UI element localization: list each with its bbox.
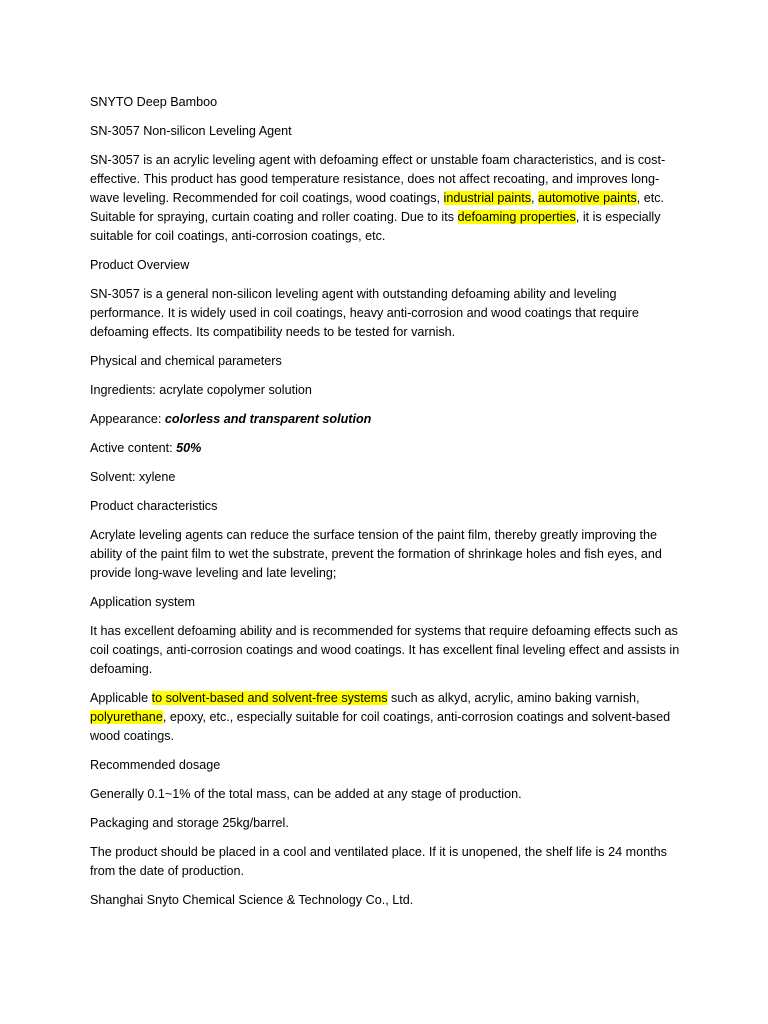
document-page: [90, 93, 680, 920]
appearance-label: Appearance:: [90, 412, 165, 426]
overview-heading: Product Overview: [90, 258, 190, 272]
highlight-solvent-systems: to solvent-based and solvent-free systems: [151, 691, 388, 705]
appearance-value: colorless and transparent solution: [164, 412, 372, 426]
appearance-line: [90, 410, 680, 429]
params-heading: Physical and chemical parameters: [90, 354, 282, 368]
highlight-defoaming-properties: defoaming properties: [457, 210, 576, 224]
application-paragraph: It has excellent defoaming ability and is recommended for systems that require defoaming effects such as coil coatings, anti-corrosion coatings and wood coatings. It has excellent final leveling effect and assists in defoaming.: [90, 624, 680, 676]
application-heading: Application system: [90, 595, 195, 609]
applicable-text-1: Applicable: [90, 691, 152, 705]
intro-text-3: , it is especially suitable for coil coatings, anti-corrosion coatings, etc.: [90, 210, 661, 243]
dosage-heading: Recommended dosage: [90, 758, 221, 772]
applicable-text-3: , epoxy, etc., especially suitable for coil coatings, anti-corrosion coatings and solvent-based wood coatings.: [90, 710, 671, 743]
intro-paragraph: [90, 151, 680, 246]
storage-paragraph: The product should be placed in a cool and ventilated place. If it is unopened, the shelf life is 24 months from the date of production.: [90, 845, 667, 878]
active-content-line: [90, 439, 680, 458]
applicable-text-2: such as alkyd, acrylic, amino baking varnish,: [387, 691, 640, 705]
characteristics-heading: Product characteristics: [90, 499, 218, 513]
applicable-paragraph: [90, 689, 680, 746]
footer-company: Shanghai Snyto Chemical Science & Technology Co., Ltd.: [90, 893, 414, 907]
highlight-polyurethane: polyurethane: [90, 710, 163, 724]
active-content-label: Active content:: [90, 441, 177, 455]
solvent-line: Solvent: xylene: [90, 470, 176, 484]
characteristics-paragraph: Acrylate leveling agents can reduce the surface tension of the paint film, thereby greatly improving the ability of the paint film to wet the substrate, prevent the formation of shrinkage holes and fish eyes, and provide long-wave leveling and late leveling;: [90, 528, 662, 580]
highlight-industrial-paints: industrial paints: [443, 191, 532, 205]
overview-paragraph: SN-3057 is a general non-silicon leveling agent with outstanding defoaming ability and leveling performance. It is widely used in coil coatings, heavy anti-corrosion and wood coatings that require defoaming effects. Its compatibility needs to be tested for varnish.: [90, 287, 639, 339]
dosage-paragraph: Generally 0.1~1% of the total mass, can be added at any stage of production.: [90, 787, 522, 801]
product-title: SN-3057 Non-silicon Leveling Agent: [90, 124, 292, 138]
intro-separator: ,: [531, 191, 539, 205]
intro-text-2: , etc. Suitable for spraying, curtain coating and roller coating. Due to its: [90, 191, 665, 224]
intro-text-1: SN-3057 is an acrylic leveling agent with defoaming effect or unstable foam characteristics, and is cost-effective. This product has good temperature resistance, does not affect recoating, and improves long-wave leveling. Recommended for coil coatings, wood coatings,: [90, 153, 666, 205]
active-content-value: 50%: [176, 441, 202, 455]
ingredients-line: Ingredients: acrylate copolymer solution: [90, 383, 312, 397]
company-line: SNYTO Deep Bamboo: [90, 95, 218, 109]
packaging-line: Packaging and storage 25kg/barrel.: [90, 816, 289, 830]
highlight-automotive-paints: automotive paints: [538, 191, 637, 205]
